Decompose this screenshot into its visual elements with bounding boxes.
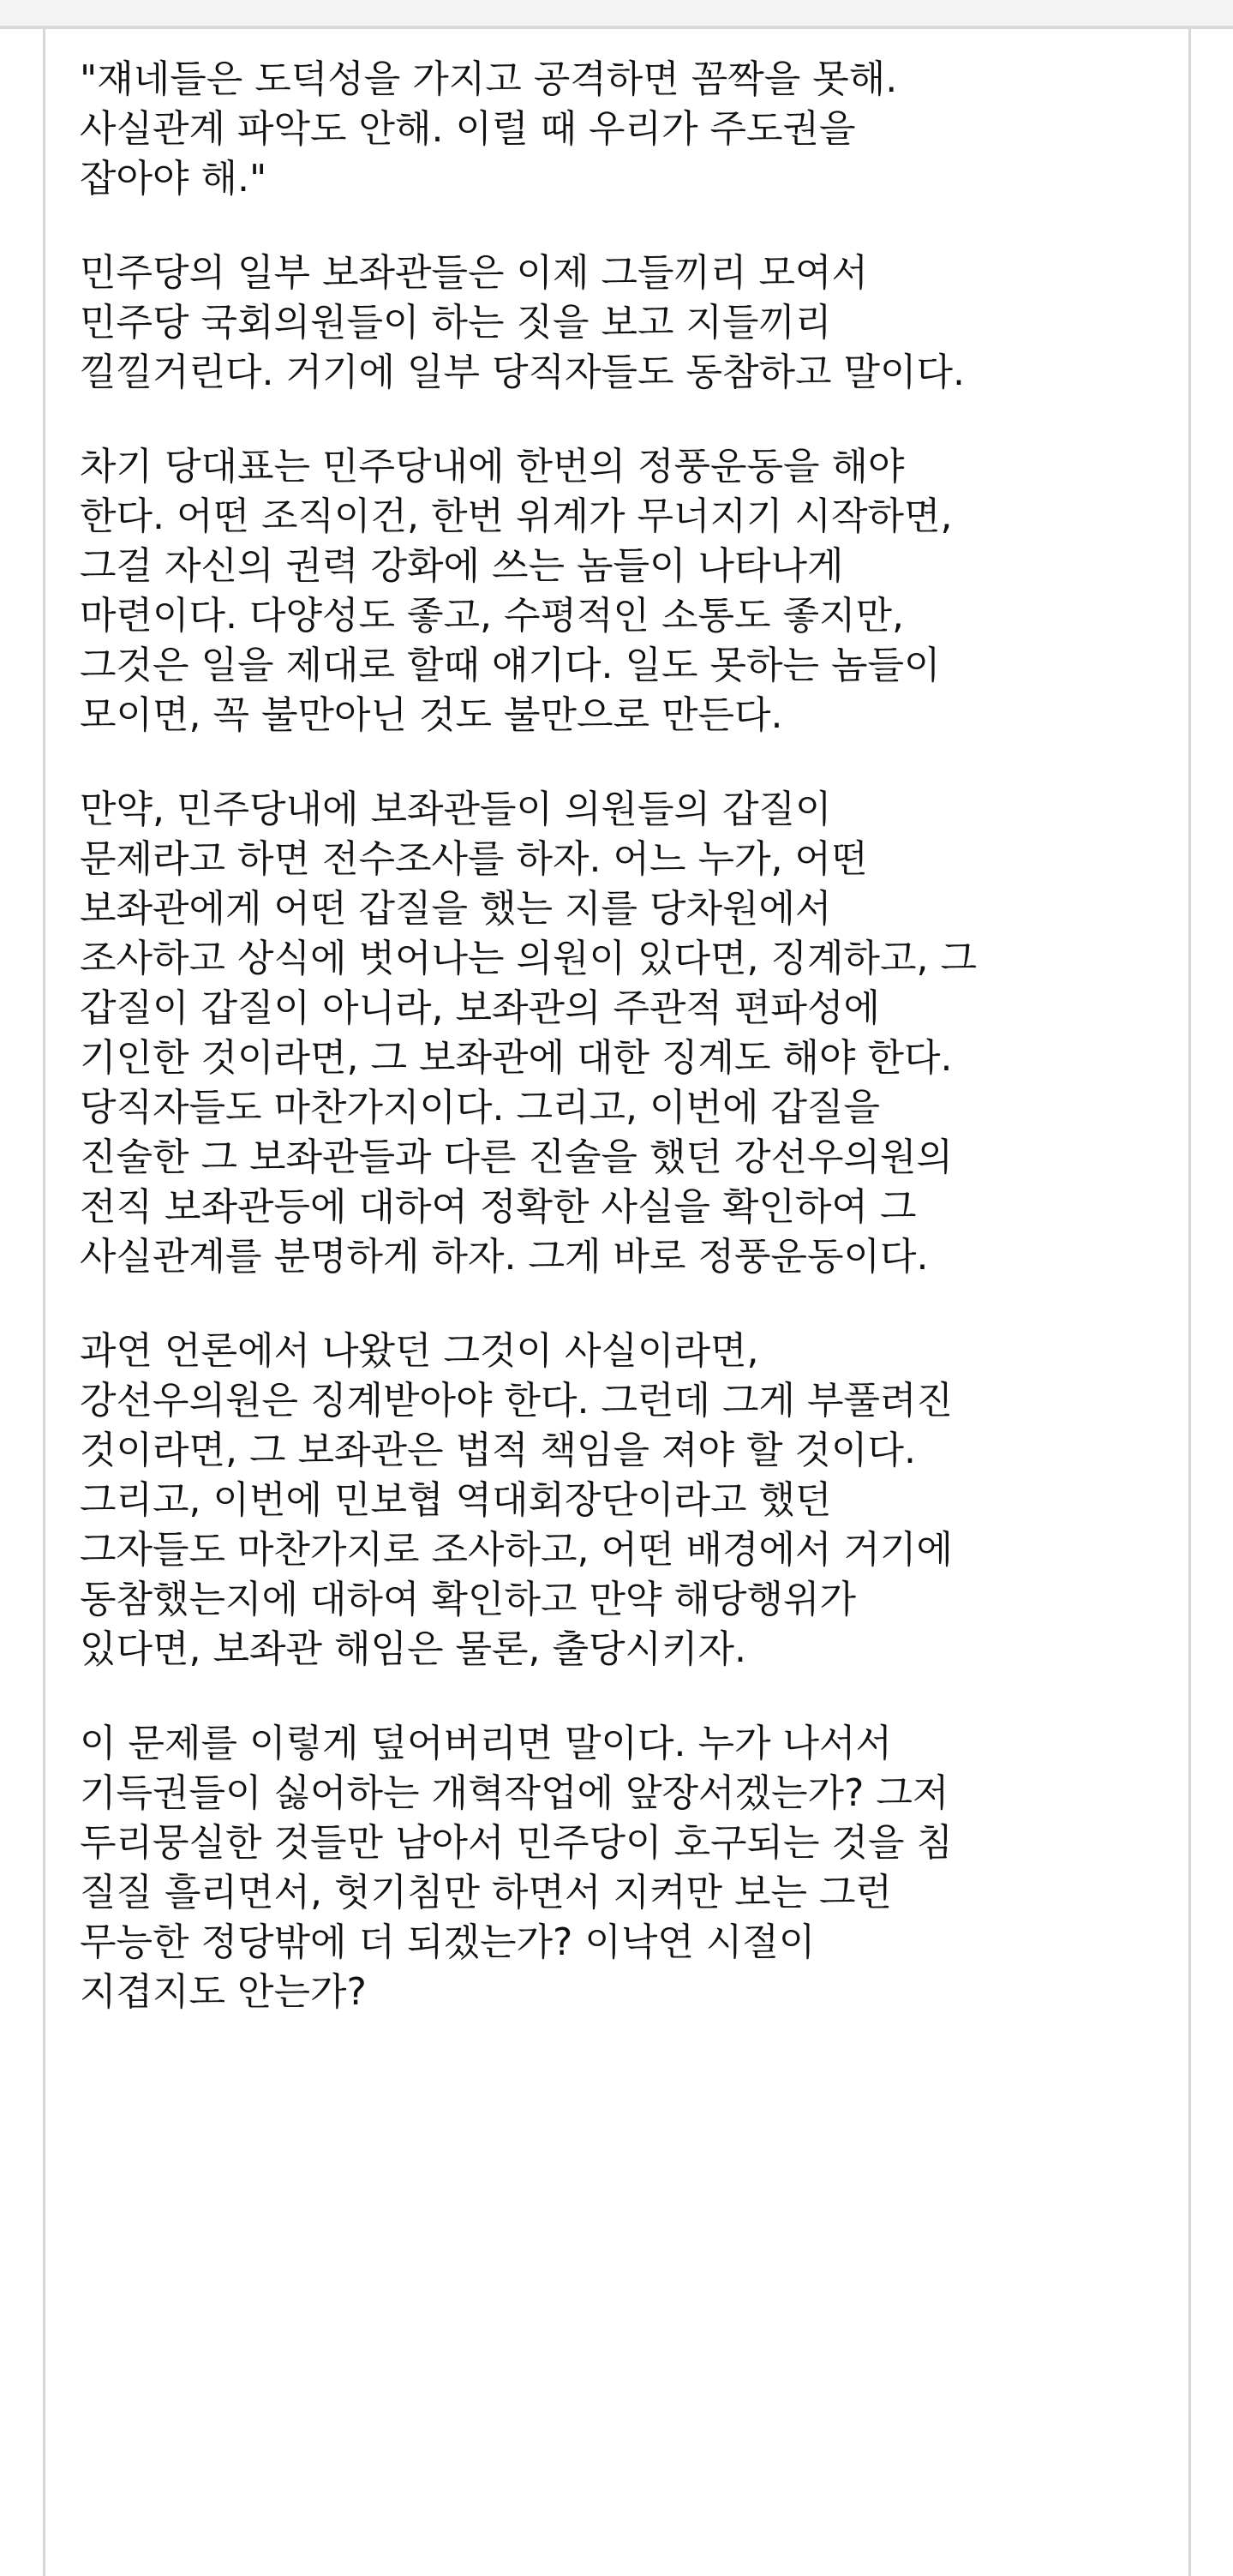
post-paragraph — [80, 55, 1176, 204]
post-text-line: 동참했는지에 대하여 확인하고 만약 해당행위가 — [80, 1578, 857, 1621]
post-paragraph — [80, 785, 1176, 1282]
post-text-line: 만약, 민주당내에 보좌관들이 의원들의 갑질이 — [80, 788, 832, 831]
post-text-line: 갑질이 갑질이 아니라, 보좌관의 주관적 편파성에 — [80, 986, 880, 1030]
post-paragraph — [80, 249, 1176, 398]
post-text-line: 차기 당대표는 민주당내에 한번의 정풍운동을 해야 — [80, 445, 905, 488]
post-text-line: 기인한 것이라면, 그 보좌관에 대한 징계도 해야 한다. — [80, 1036, 953, 1080]
post-text-line: 민주당 국회의원들이 하는 짓을 보고 지들끼리 — [80, 301, 832, 344]
post-paragraph — [80, 442, 1176, 740]
post-text-line: 과연 언론에서 나왔던 그것이 사실이라면, — [80, 1329, 759, 1373]
post-text-line: 것이라면, 그 보좌관은 법적 책임을 져야 할 것이다. — [80, 1429, 916, 1472]
post-text-line: "쟤네들은 도덕성을 가지고 공격하면 꼼짝을 못해. — [80, 57, 898, 101]
post-text-line: 사실관계를 분명하게 하자. 그게 바로 정풍운동이다. — [80, 1235, 929, 1279]
post-body — [80, 55, 1176, 2062]
post-content-panel — [43, 29, 1191, 2576]
post-text-line: 있다면, 보좌관 해임은 물론, 출당시키자. — [80, 1627, 746, 1671]
post-paragraph — [80, 1327, 1176, 1674]
post-text-line: 그리고, 이번에 민보협 역대회장단이라고 했던 — [80, 1478, 832, 1522]
post-text-line: 문제라고 하면 전수조사를 하자. 어느 누가, 어떤 — [80, 837, 868, 881]
post-paragraph — [80, 1719, 1176, 2017]
post-text-line: 조사하고 상식에 벗어나는 의원이 있다면, 징계하고, 그 — [80, 937, 977, 980]
post-text-line: 기득권들이 싫어하는 개혁작업에 앞장서겠는가? 그저 — [80, 1771, 949, 1815]
post-text-line: 마련이다. 다양성도 좋고, 수평적인 소통도 좋지만, — [80, 594, 904, 638]
post-text-line: 질질 흘리면서, 헛기침만 하면서 지켜만 보는 그런 — [80, 1871, 892, 1914]
post-text-line: 사실관계 파악도 안해. 이럴 때 우리가 주도권을 — [80, 107, 856, 151]
post-text-line: 그것은 일을 제대로 할때 얘기다. 일도 못하는 놈들이 — [80, 644, 941, 687]
post-text-line: 그걸 자신의 권력 강화에 쓰는 놈들이 나타나게 — [80, 544, 844, 588]
post-text-line: 무능한 정당밖에 더 되겠는가? 이낙연 시절이 — [80, 1920, 816, 1964]
post-text-line: 한다. 어떤 조직이건, 한번 위계가 무너지기 시작하면, — [80, 494, 953, 538]
post-text-line: 지겹지도 안는가? — [80, 1970, 367, 2014]
post-text-line: 진술한 그 보좌관들과 다른 진술을 했던 강선우의원의 — [80, 1135, 954, 1179]
post-text-line: 민주당의 일부 보좌관들은 이제 그들끼리 모여서 — [80, 251, 869, 295]
post-text-line: 이 문제를 이렇게 덮어버리면 말이다. 누가 나서서 — [80, 1722, 892, 1765]
post-text-line: 두리뭉실한 것들만 남아서 민주당이 호구되는 것을 침 — [80, 1821, 954, 1865]
post-text-line: 전직 보좌관등에 대하여 정확한 사실을 확인하여 그 — [80, 1185, 917, 1229]
post-text-line: 낄낄거린다. 거기에 일부 당직자들도 동참하고 말이다. — [80, 350, 965, 394]
top-bar — [0, 0, 1233, 29]
post-text-line: 그자들도 마찬가지로 조사하고, 어떤 배경에서 거기에 — [80, 1528, 954, 1572]
post-text-line: 보좌관에게 어떤 갑질을 했는 지를 당차원에서 — [80, 887, 832, 931]
post-text-line: 당직자들도 마찬가지이다. 그리고, 이번에 갑질을 — [80, 1086, 880, 1129]
post-text-line: 잡아야 해." — [80, 157, 267, 201]
post-text-line: 모이면, 꼭 불만아닌 것도 불만으로 만든다. — [80, 693, 783, 737]
post-text-line: 강선우의원은 징계받아야 한다. 그런데 그게 부풀려진 — [80, 1379, 954, 1423]
